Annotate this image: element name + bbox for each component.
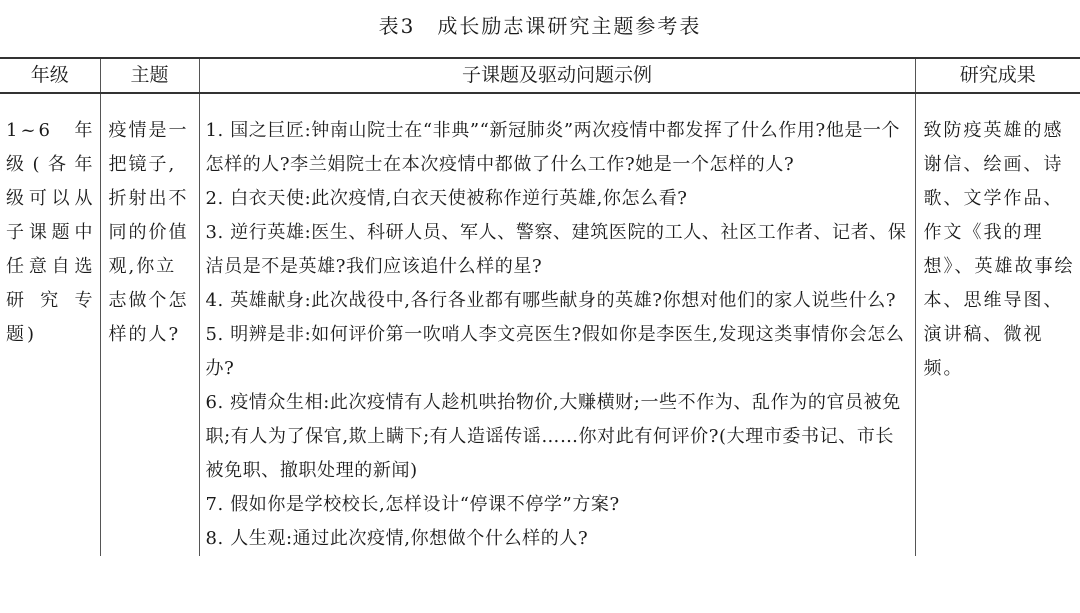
- cell-results: 致防疫英雄的感谢信、绘画、诗歌、文学作品、作文《我的理想》、英雄故事绘本、思维导图、演讲稿、微视频。: [915, 93, 1080, 556]
- subtopic-item-6: 6. 疫情众生相:此次疫情有人趁机哄抬物价,大赚横财;一些不作为、乱作为的官员被免职;有人为了保官,欺上瞒下;有人造谣传谣……你对此有何评价?(大理市委书记、市长被免职、撤职处理的新闻): [205, 392, 901, 481]
- subtopic-item-8: 8. 人生观:通过此次疫情,你想做个什么样的人?: [205, 528, 589, 549]
- header-subtopics: 子课题及驱动问题示例: [199, 58, 915, 93]
- subtopic-item-1: 1. 国之巨匠:钟南山院士在“非典”“新冠肺炎”两次疫情中都发挥了什么作用?他是一个怎样的人?李兰娟院士在本次疫情中都做了什么工作?她是一个怎样的人?: [205, 120, 901, 175]
- header-results: 研究成果: [915, 58, 1080, 93]
- cell-topic: 疫情是一把镜子,折射出不同的价值观,你立志做个怎样的人?: [100, 93, 199, 556]
- header-grade: 年级: [0, 58, 100, 93]
- table-caption: 表3 成长励志课研究主题参考表: [378, 14, 702, 38]
- header-topic: 主题: [100, 58, 199, 93]
- subtopic-item-5: 5. 明辨是非:如何评价第一吹哨人李文亮医生?假如你是李医生,发现这类事情你会怎么办?: [205, 324, 905, 379]
- table-row: [0, 93, 1080, 556]
- cell-grade: 1~6 年级(各年级可以从子课题中任意自选研究专题): [6, 120, 96, 345]
- cell-subtopics: [199, 93, 915, 556]
- subtopic-item-2: 2. 白衣天使:此次疫情,白衣天使被称作逆行英雄,你怎么看?: [205, 188, 688, 209]
- research-topics-table: [0, 57, 1080, 556]
- subtopic-item-7: 7. 假如你是学校校长,怎样设计“停课不停学”方案?: [205, 494, 620, 515]
- header-row: [0, 58, 1080, 93]
- subtopic-item-3: 3. 逆行英雄:医生、科研人员、军人、警察、建筑医院的工人、社区工作者、记者、保洁员是不是英雄?我们应该追什么样的星?: [205, 222, 907, 277]
- subtopic-item-4: 4. 英雄献身:此次战役中,各行各业都有哪些献身的英雄?你想对他们的家人说些什么?: [205, 290, 897, 311]
